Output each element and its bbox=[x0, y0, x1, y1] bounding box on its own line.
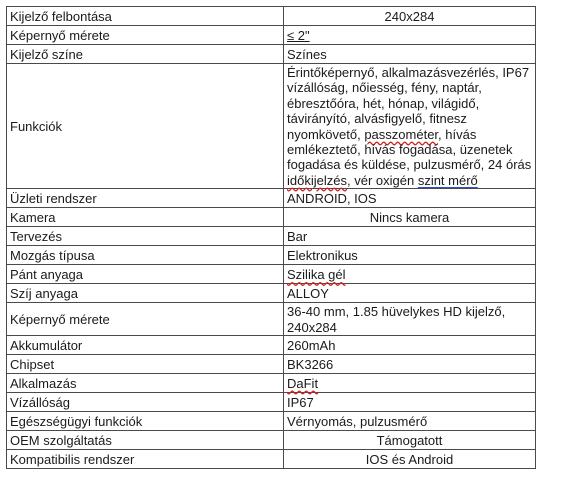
row-value: ALLOY bbox=[284, 284, 536, 303]
strap-material-value: Szilika gél bbox=[287, 267, 346, 283]
row-label: Üzleti rendszer bbox=[7, 189, 284, 208]
table-row bbox=[7, 265, 536, 284]
row-label: Mozgás típusa bbox=[7, 246, 284, 265]
table-row bbox=[7, 374, 536, 393]
features-text: passzométer bbox=[364, 126, 439, 142]
table-row bbox=[7, 208, 536, 227]
row-value: ANDROID, IOS bbox=[284, 189, 536, 208]
row-label: Funkciók bbox=[7, 64, 284, 189]
table-row bbox=[7, 64, 536, 189]
row-label: Képernyő mérete bbox=[7, 303, 284, 336]
row-value bbox=[284, 265, 536, 284]
row-value: BK3266 bbox=[284, 355, 536, 374]
table-row bbox=[7, 450, 536, 469]
row-value: IOS és Android bbox=[284, 450, 536, 469]
row-label: Alkalmazás bbox=[7, 374, 284, 393]
row-value: 36-40 mm, 1.85 hüvelykes HD kijelző, 240x284 bbox=[284, 303, 536, 336]
row-label: Kamera bbox=[7, 208, 284, 227]
row-value: Színes bbox=[284, 45, 536, 64]
row-label: Pánt anyaga bbox=[7, 265, 284, 284]
row-label: Képernyő mérete bbox=[7, 26, 284, 45]
row-value bbox=[284, 26, 536, 45]
features-text: szint mérő bbox=[417, 172, 478, 188]
table-row bbox=[7, 355, 536, 374]
row-value: IP67 bbox=[284, 393, 536, 412]
row-value bbox=[284, 374, 536, 393]
features-text: időkijelzés bbox=[287, 172, 347, 188]
table-row bbox=[7, 431, 536, 450]
row-value bbox=[284, 64, 536, 189]
row-value: Támogatott bbox=[284, 431, 536, 450]
features-text: Érintőképernyő, alkalmazásvezérlés, IP67 vízállóság, nőiesség, fény, naptár, ébresztőóra, hét, hónap, világidő, távirányító, alvásfigyelő, fitnesz nyomkövető, bbox=[287, 65, 530, 142]
table-row bbox=[7, 45, 536, 64]
row-value: Vérnyomás, pulzusmérő bbox=[284, 412, 536, 431]
row-label: Chipset bbox=[7, 355, 284, 374]
row-label: Akkumulátor bbox=[7, 336, 284, 355]
table-row bbox=[7, 393, 536, 412]
table-row bbox=[7, 284, 536, 303]
table-row bbox=[7, 303, 536, 336]
app-name-value: DaFit bbox=[287, 375, 319, 391]
row-value: Elektronikus bbox=[284, 246, 536, 265]
features-text: , hívás emlékeztető, hívás fogadása, üzenetek fogadása és küldése, pulzusmérő, 24 órás bbox=[287, 126, 532, 173]
table-row bbox=[7, 336, 536, 355]
row-label: Szíj anyaga bbox=[7, 284, 284, 303]
table-row bbox=[7, 412, 536, 431]
table-row bbox=[7, 26, 536, 45]
table-row bbox=[7, 189, 536, 208]
row-label: Vízállóság bbox=[7, 393, 284, 412]
row-value: Nincs kamera bbox=[284, 208, 536, 227]
row-value: 260mAh bbox=[284, 336, 536, 355]
table-row bbox=[7, 246, 536, 265]
spec-table bbox=[6, 6, 536, 469]
row-label: Tervezés bbox=[7, 227, 284, 246]
table-row bbox=[7, 7, 536, 26]
row-label: OEM szolgáltatás bbox=[7, 431, 284, 450]
row-value: Bar bbox=[284, 227, 536, 246]
row-label: Egészségügyi funkciók bbox=[7, 412, 284, 431]
row-label: Kompatibilis rendszer bbox=[7, 450, 284, 469]
features-text: , vér oxigén bbox=[346, 172, 418, 188]
row-label: Kijelző színe bbox=[7, 45, 284, 64]
row-value: 240x284 bbox=[284, 7, 536, 26]
table-row bbox=[7, 227, 536, 246]
row-label: Kijelző felbontása bbox=[7, 7, 284, 26]
screen-size-value: ≤ 2" bbox=[287, 27, 310, 43]
